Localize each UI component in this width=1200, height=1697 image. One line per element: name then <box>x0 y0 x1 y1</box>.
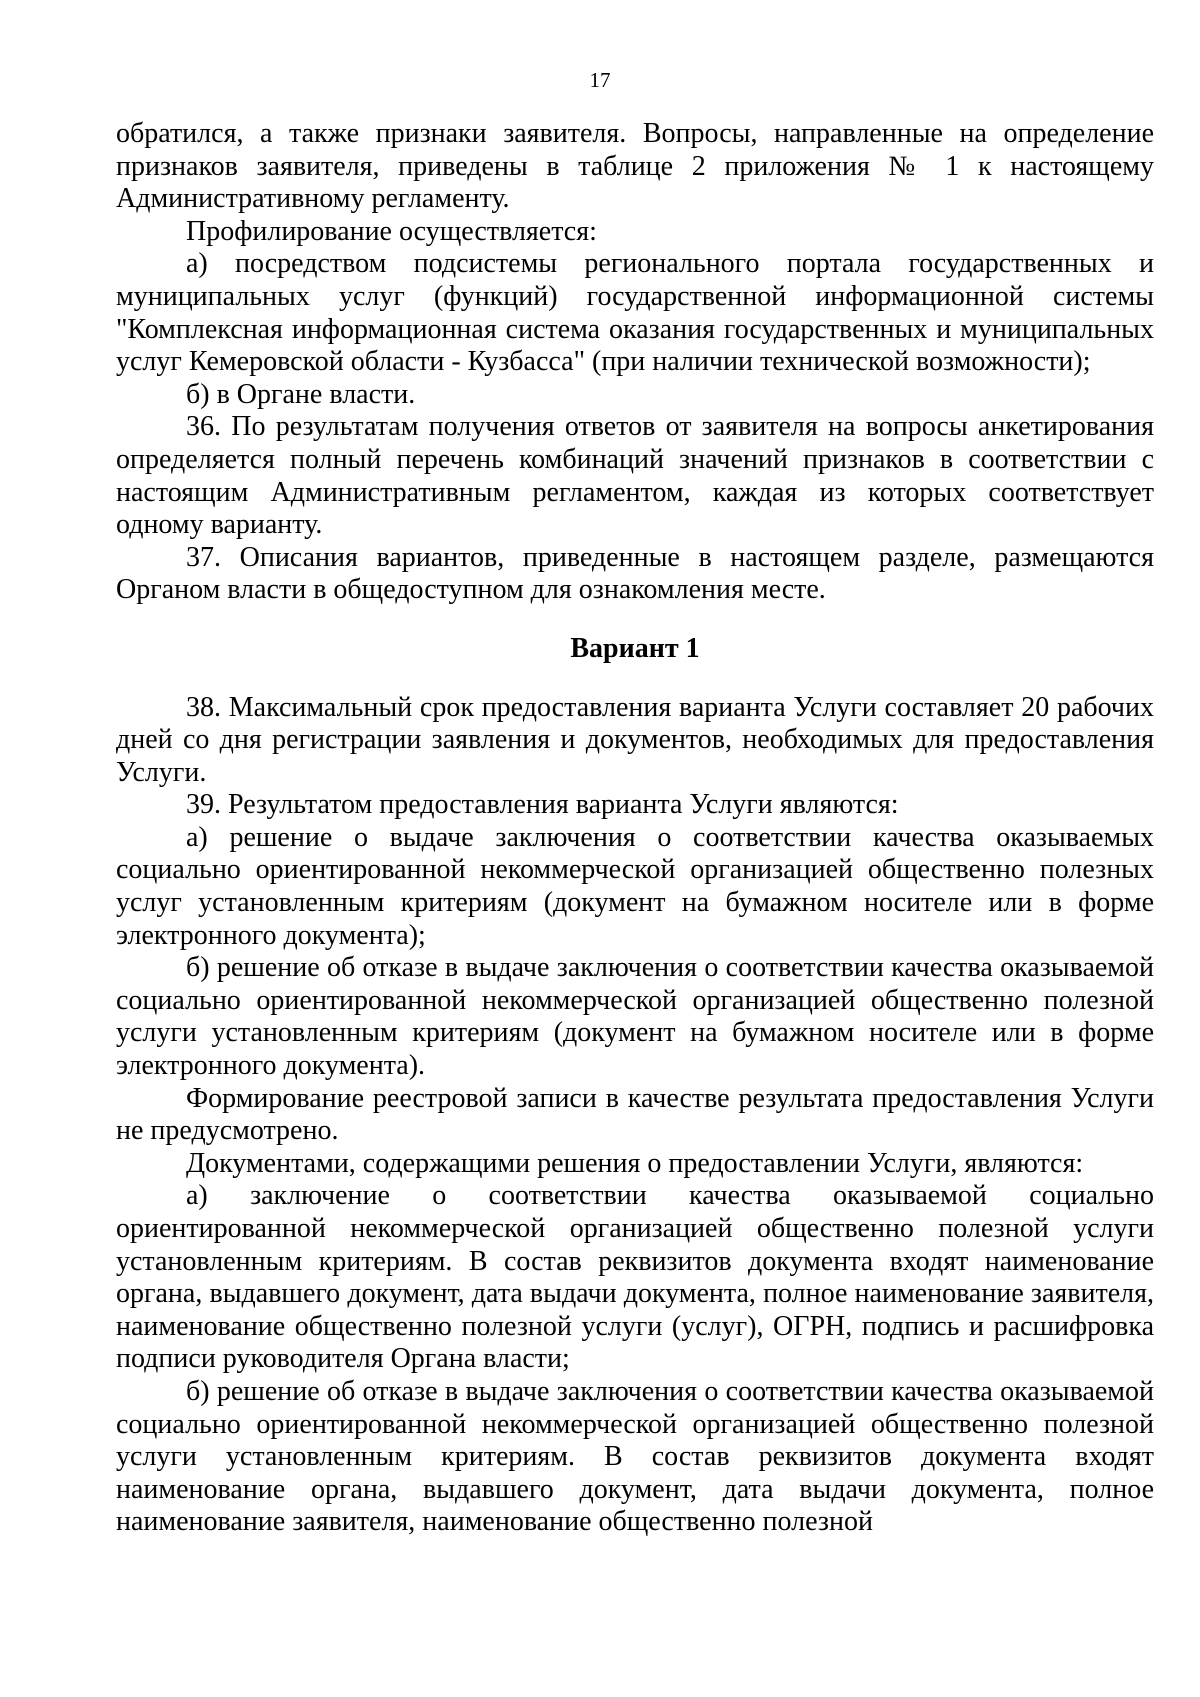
paragraph: 36. По результатам получения ответов от заявителя на вопросы анкетирования определяется полный перечень комбинаций значений признаков в соответствии с настоящим Административным регламентом, каждая из которых соответствует одному варианту. <box>116 411 1154 541</box>
paragraph: 37. Описания вариантов, приведенные в настоящем разделе, размещаются Органом власти в общедоступном для ознакомления месте. <box>116 541 1154 606</box>
paragraph: б) в Органе власти. <box>186 378 416 410</box>
document-body <box>116 118 1154 1539</box>
paragraph: а) посредством подсистемы регионального портала государственных и муниципальных услуг (функций) государственной информационной системы "Комплексная информационная система оказания государственных и муниципальных услуг Кемеровской области - Кузбасса" (при наличии технической возможности); <box>116 248 1154 378</box>
paragraph: б) решение об отказе в выдаче заключения о соответствии качества оказываемой социально ориентированной некоммерческой организацией общественно полезной услуги установленным критериям (документ на бумажном носителе или в форме электронного документа). <box>116 952 1154 1082</box>
paragraph: Профилирование осуществляется: <box>186 215 597 247</box>
paragraph: б) решение об отказе в выдаче заключения о соответствии качества оказываемой социально ориентированной некоммерческой организацией общественно полезной услуги установленным критериям. В состав реквизитов документа входят наименование органа, выдавшего документ, дата выдачи документа, полное наименование заявителя, наименование общественно полезной <box>116 1375 1154 1538</box>
page-number: 17 <box>589 68 611 92</box>
paragraph: а) заключение о соответствии качества оказываемой социально ориентированной некоммерческой организацией общественно полезной услуги установленным критериям. В состав реквизитов документа входят наименование органа, выдавшего документ, дата выдачи документа, полное наименование заявителя, наименование общественно полезной услуги (услуг), ОГРН, подпись и расшифровка подписи руководителя Органа власти; <box>116 1180 1154 1375</box>
paragraph: 38. Максимальный срок предоставления варианта Услуги составляет 20 рабочих дней со дня регистрации заявления и документов, необходимых для предоставления Услуги. <box>116 691 1154 788</box>
paragraph: обратился, а также признаки заявителя. Вопросы, направленные на определение признаков заявителя, приведены в таблице 2 приложения № 1 к настоящему Административному регламенту. <box>116 118 1154 215</box>
paragraph: Формирование реестровой записи в качестве результата предоставления Услуги не предусмотрено. <box>116 1082 1154 1147</box>
paragraph: 39. Результатом предоставления варианта Услуги являются: <box>186 789 899 821</box>
paragraph: а) решение о выдаче заключения о соответствии качества оказываемых социально ориентированной некоммерческой организацией общественно полезных услуг установленным критериям (документ на бумажном носителе или в форме электронного документа); <box>116 821 1154 951</box>
section-heading: Вариант 1 <box>570 632 700 664</box>
paragraph: Документами, содержащими решения о предоставлении Услуги, являются: <box>186 1147 1084 1179</box>
